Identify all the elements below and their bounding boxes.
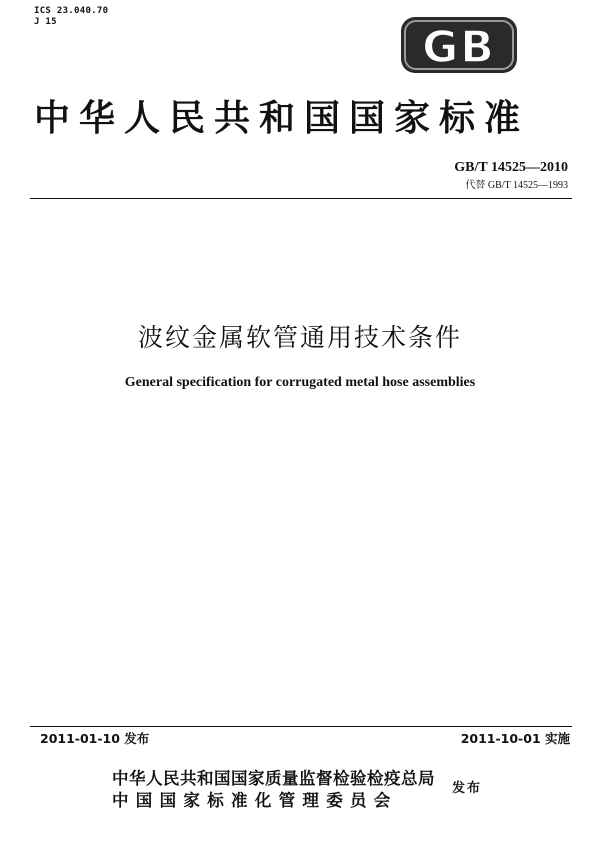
issue-label: 发布 — [452, 781, 483, 796]
issuer-aqsiq: 中华人民共和国国家质量监督检验检疫总局 — [112, 769, 435, 788]
document-title-cn: 波纹金属软管通用技术条件 — [137, 323, 462, 352]
classification-codes — [34, 6, 108, 28]
top-divider — [30, 198, 572, 199]
implementation-date: 2011-10-01 实施 — [460, 731, 570, 746]
ccs-code: J 15 — [34, 17, 57, 27]
document-title-en: General specification for corrugated metal hose assemblies — [124, 375, 476, 390]
national-standard-title: 中华人民共和国国家标准 — [34, 97, 530, 139]
issue-date: 2011-01-10 发布 — [40, 731, 150, 746]
ics-code: ICS 23.040.70 — [34, 6, 109, 16]
standard-number: GB/T 14525—2010 — [454, 160, 568, 175]
gb-logo — [400, 16, 518, 74]
gb-logo-icon — [400, 16, 518, 74]
gb-logo-text: GB — [422, 22, 496, 73]
replaced-standard: 代替 GB/T 14525—1993 — [465, 180, 568, 191]
bottom-divider — [30, 726, 572, 727]
issuer-sac: 中国国家标准化管理委员会 — [112, 791, 398, 810]
